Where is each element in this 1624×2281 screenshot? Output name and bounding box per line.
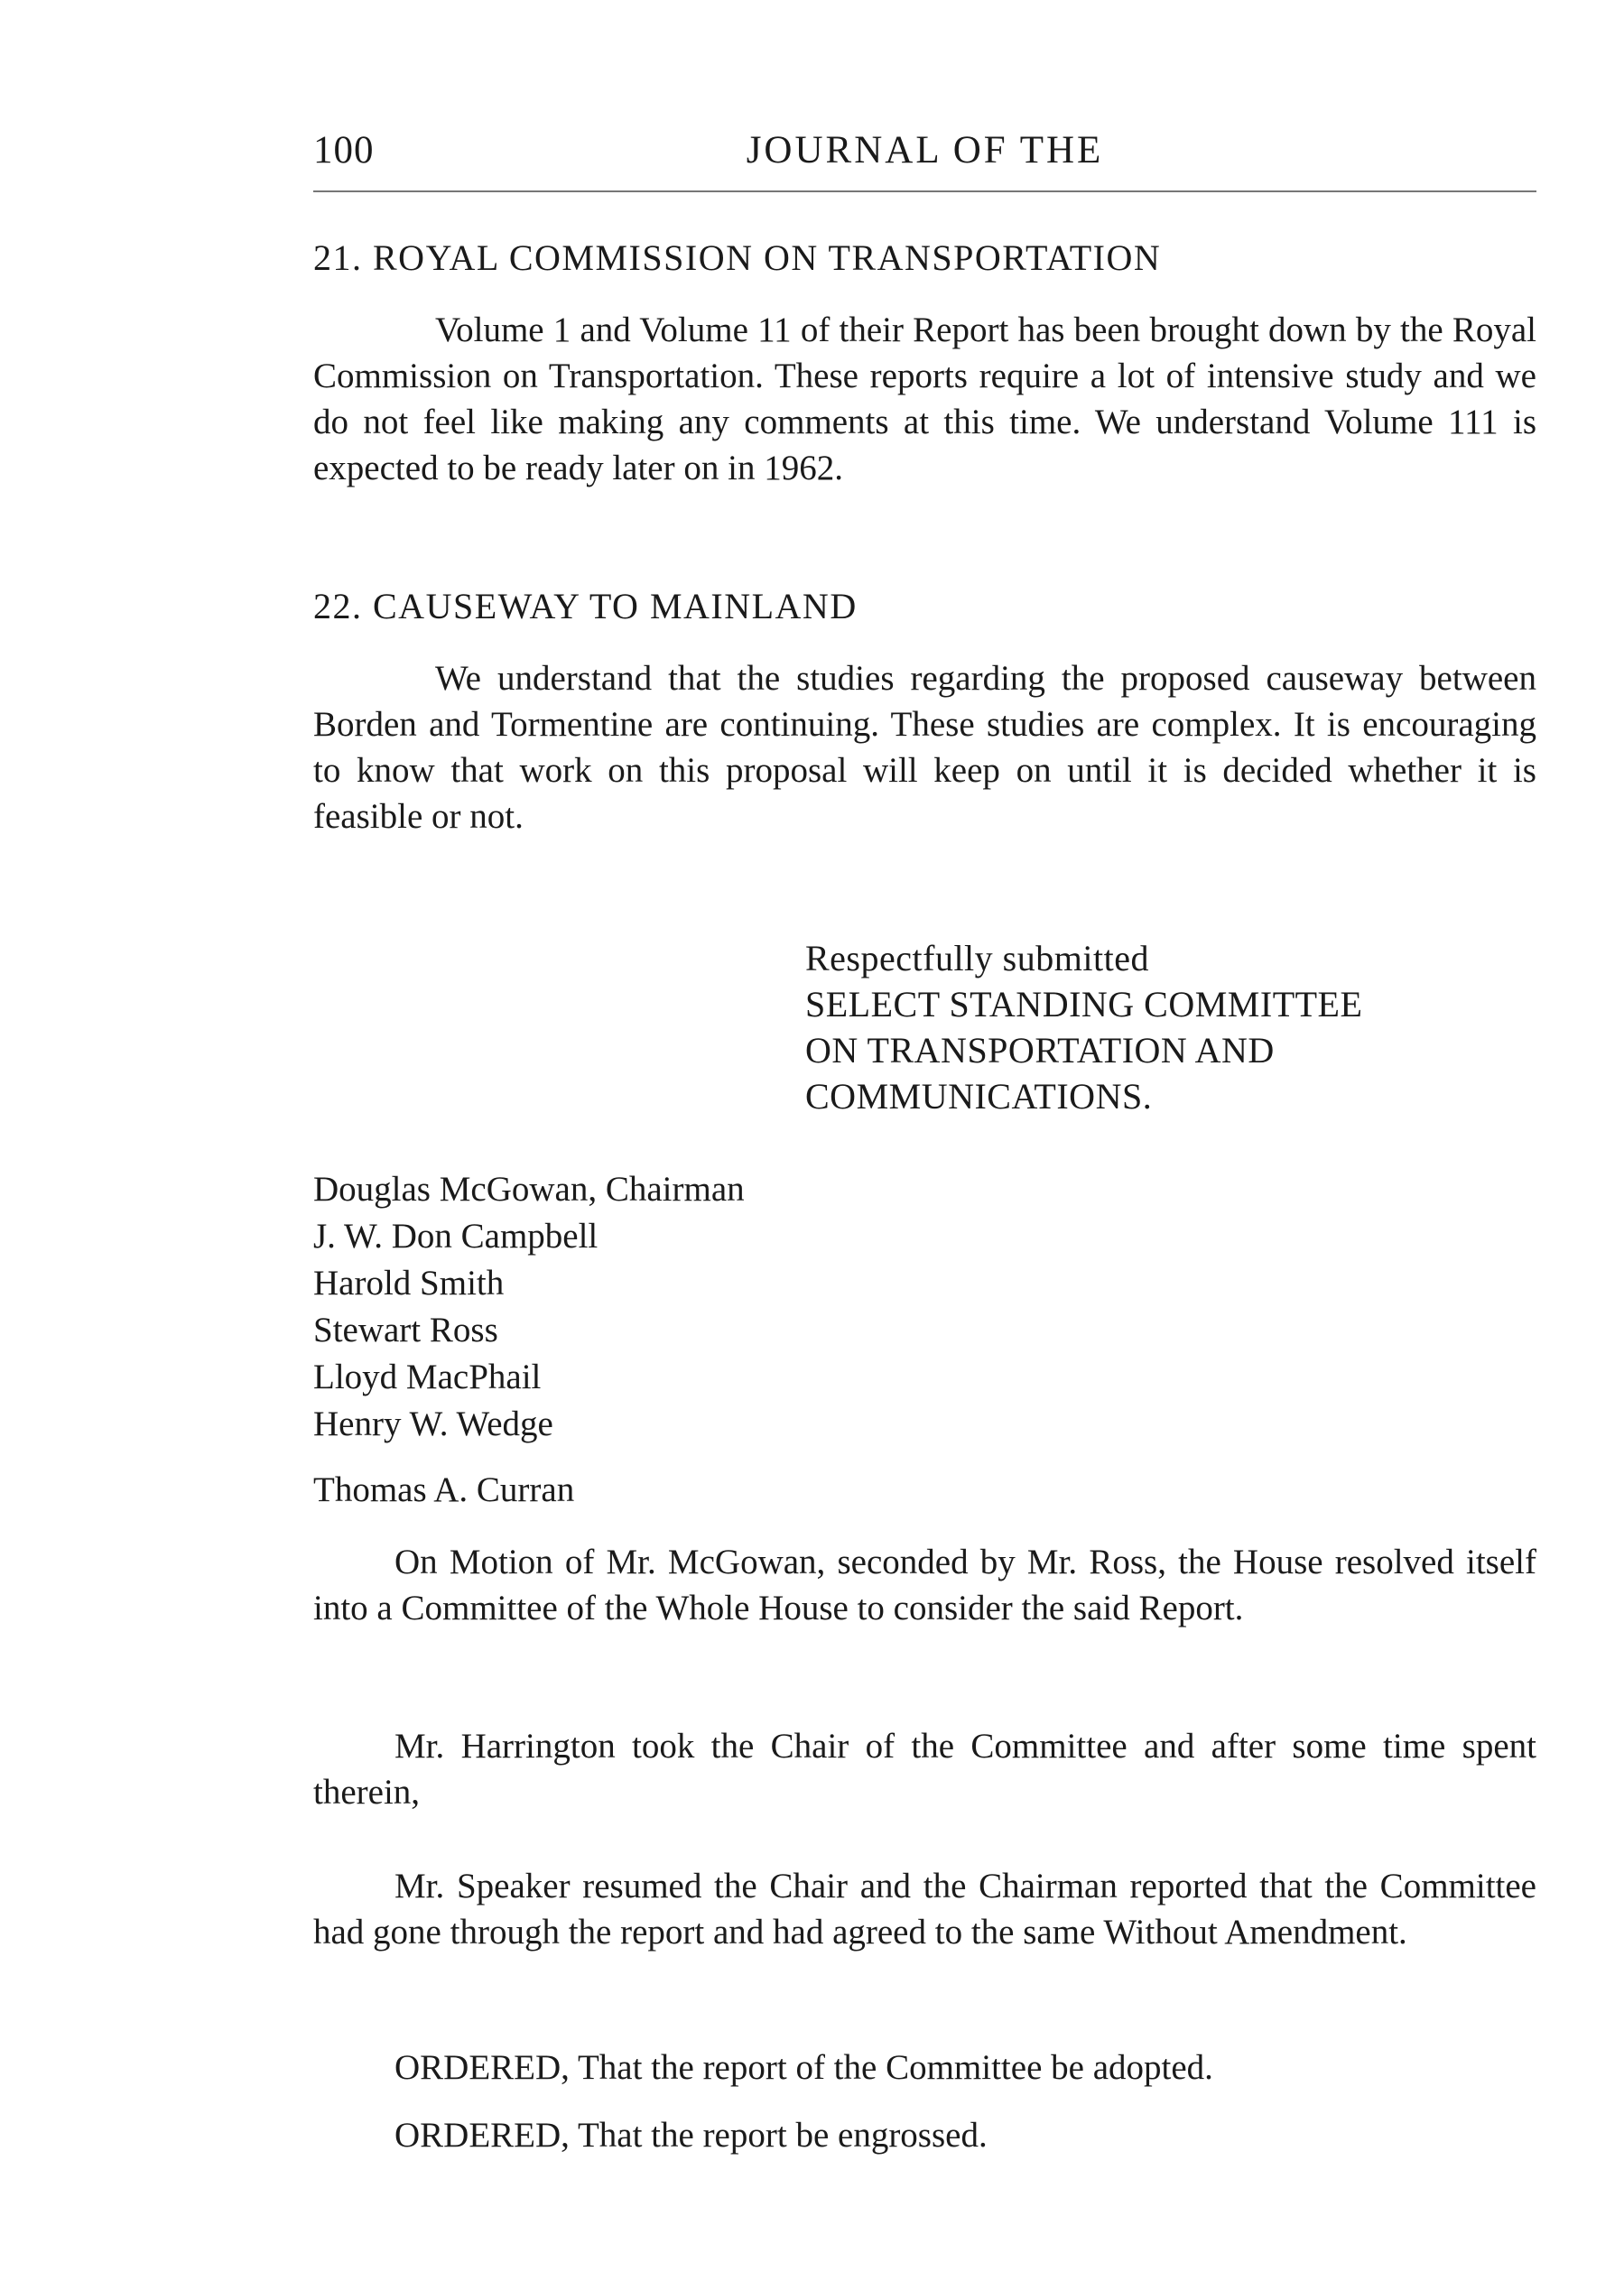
page-header — [313, 128, 1536, 182]
signature-line-3: ON TRANSPORTATION AND — [805, 1030, 1275, 1071]
signature-line-1: Respectfully submitted — [805, 938, 1149, 978]
motion-paragraph: On Motion of Mr. McGowan, seconded by Mr. Ross, the House resolved itself into a Committee of the Whole House to consider the said Report. — [313, 1543, 1536, 1627]
member-name-last: Thomas A. Curran — [313, 1470, 575, 1509]
section-heading-21: 21. ROYAL COMMISSION ON TRANSPORTATION — [313, 237, 1162, 278]
chair-paragraph: Mr. Harrington took the Chair of the Committee and after some time spent therein, — [313, 1727, 1536, 1812]
proceedings-motion — [313, 1539, 1536, 1631]
member-name: J. W. Don Campbell — [313, 1217, 599, 1256]
member-name: Stewart Ross — [313, 1311, 498, 1349]
section-22-body — [313, 655, 1536, 839]
committee-members — [313, 1166, 745, 1448]
signature-block — [805, 935, 1362, 1119]
proceedings-report — [313, 1863, 1536, 1955]
order-engrossed: ORDERED, That the report be engrossed. — [394, 2116, 988, 2155]
signature-line-2: SELECT STANDING COMMITTEE — [805, 984, 1363, 1025]
order-adopted: ORDERED, That the report of the Committee be adopted. — [394, 2048, 1213, 2087]
member-name: Douglas McGowan, Chairman — [313, 1170, 745, 1209]
member-name: Lloyd MacPhail — [313, 1358, 542, 1396]
section-21-body — [313, 307, 1536, 491]
report-paragraph: Mr. Speaker resumed the Chair and the Chairman reported that the Committee had gone through the report and had agreed to the same Without Amendment. — [313, 1867, 1536, 1952]
section-21-paragraph: Volume 1 and Volume 11 of their Report has been brought down by the Royal Commission on Transportation. These reports require a lot of intensive study and we do not feel like making any comments at this time. We understand Volume 111 is expected to be ready later on in 1962. — [313, 311, 1536, 487]
header-rule — [313, 190, 1536, 192]
section-22-paragraph: We understand that the studies regarding the proposed causeway between Borden and Tormentine are continuing. These studies are complex. It is encouraging to know that work on this proposal will keep on until it is decided whether it is feasible or not. — [313, 659, 1536, 836]
proceedings-chair — [313, 1723, 1536, 1815]
signature-line-4: COMMUNICATIONS. — [805, 1076, 1153, 1117]
running-head: JOURNAL OF THE — [746, 129, 1104, 172]
member-name: Henry W. Wedge — [313, 1405, 553, 1443]
member-name: Harold Smith — [313, 1264, 505, 1303]
section-heading-22: 22. CAUSEWAY TO MAINLAND — [313, 586, 858, 626]
page-number: 100 — [313, 129, 375, 172]
